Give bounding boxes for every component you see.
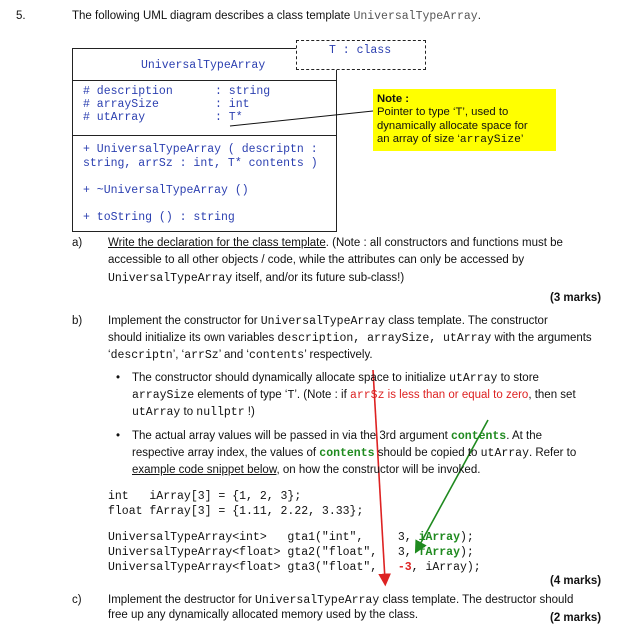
part-a-line3: UniversalTypeArray itself, and/or its future sub-class!) xyxy=(108,272,405,285)
code-line: UniversalTypeArray<int> gta1("int", 3, iArray); xyxy=(108,531,474,544)
part-b-marks: (4 marks) xyxy=(550,575,602,587)
uml-method: string, arrSz : int, T* contents ) xyxy=(83,157,318,170)
uml-attr-type: : string xyxy=(215,85,271,98)
note-connector-line xyxy=(230,111,373,126)
code-line: int iArray[3] = {1, 2, 3}; xyxy=(108,490,302,503)
uml-class-name: UniversalTypeArray xyxy=(141,59,266,72)
uml-method: + ~UniversalTypeArray () xyxy=(83,184,249,197)
note-line: dynamically allocate space for xyxy=(377,119,528,132)
bullet-dot: • xyxy=(116,372,121,384)
bullet-dot: • xyxy=(116,430,121,442)
part-c-line1: Implement the destructor for UniversalTypeArray class template. The destructor should xyxy=(108,594,574,607)
uml-attr-name: # utArray xyxy=(83,111,146,124)
uml-attr-name: # description xyxy=(83,85,173,98)
bullet1-line3: utArray to nullptr !) xyxy=(132,406,255,419)
uml-attr-type: : int xyxy=(215,98,250,111)
note-line: Pointer to type ‘T’, used to xyxy=(377,106,509,119)
part-b-label: b) xyxy=(72,315,83,327)
part-c-label: c) xyxy=(72,594,82,606)
part-b-line1: Implement the constructor for UniversalTypeArray class template. The constructor xyxy=(108,315,548,328)
bullet2-line3: example code snippet below, on how the constructor will be invoked. xyxy=(132,464,481,476)
part-c-marks: (2 marks) xyxy=(550,612,602,624)
part-c-line2: free up any dynamically allocated memory used by the class. xyxy=(108,609,419,621)
uml-method: + toString () : string xyxy=(83,211,235,224)
uml-attr-type: : T* xyxy=(215,111,243,124)
question-number: 5. xyxy=(16,10,26,22)
part-a-marks: (3 marks) xyxy=(550,292,602,304)
part-a-line2: accessible to all other objects / code, while the attributes can only be accessed by xyxy=(108,254,525,266)
bullet2-line2: respective array index, the values of contents should be copied to utArray. Refer to xyxy=(132,447,577,460)
part-b-line2: should initialize its own variables description, arraySize, utArray with the arguments xyxy=(108,332,592,345)
bullet2-line1: The actual array values will be passed in via the 3rd argument contents. At the xyxy=(132,430,543,443)
note-line: an array of size ‘arraySize’ xyxy=(377,133,524,147)
part-a-line1: Write the declaration for the class template. (Note : all constructors and functions must be xyxy=(108,237,563,249)
bullet1-line1: The constructor should dynamically allocate space to initialize utArray to store xyxy=(132,372,539,385)
part-a-label: a) xyxy=(72,237,83,249)
question-intro: The following UML diagram describes a class template UniversalTypeArray. xyxy=(72,10,481,23)
note-title: Note : xyxy=(377,93,410,105)
uml-method: + UniversalTypeArray ( descriptn : xyxy=(83,143,318,156)
part-b-line3: ‘descriptn’, ‘arrSz’ and ‘contents’ respectively. xyxy=(108,349,373,362)
uml-template-param-text: T : class xyxy=(329,44,392,57)
bullet1-line2: arraySize elements of type ‘T’. (Note : if arrSz is less than or equal to zero, then set xyxy=(132,389,576,402)
code-line: UniversalTypeArray<float> gta2("float", 3, fArray); xyxy=(108,546,474,559)
uml-attr-name: # arraySize xyxy=(83,98,159,111)
code-line: UniversalTypeArray<float> gta3("float", -3, iArray); xyxy=(108,561,481,574)
code-line: float fArray[3] = {1.11, 2.22, 3.33}; xyxy=(108,505,364,518)
